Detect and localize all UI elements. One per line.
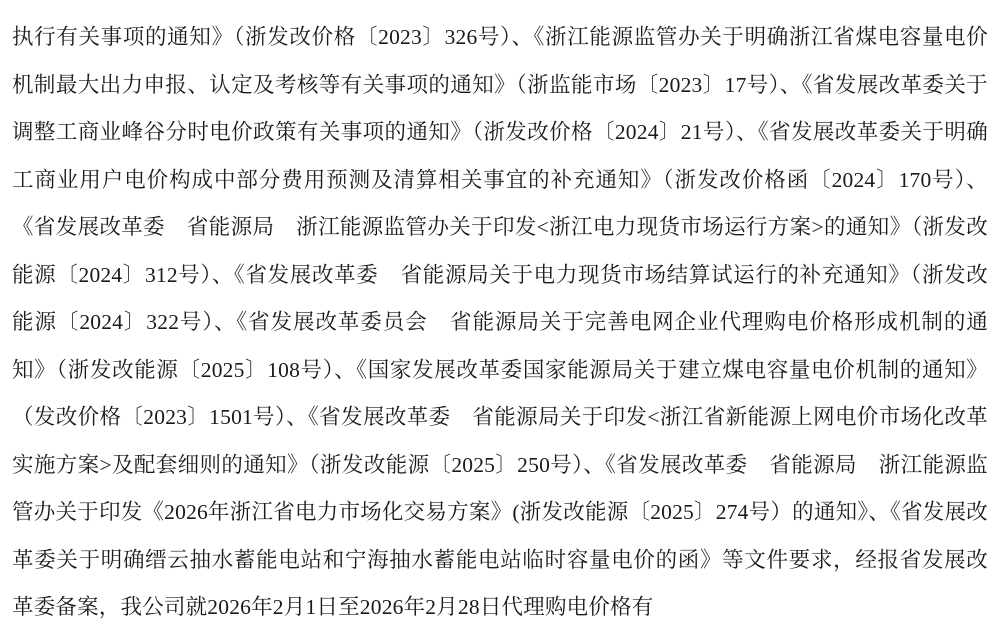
document-body (12, 14, 988, 632)
body-paragraph: 执行有关事项的通知》（浙发改价格〔2023〕326号）、《浙江能源监管办关于明确浙江省煤电容量电价机制最大出力申报、认定及考核等有关事项的通知》（浙监能市场〔2023〕17号）、《省发展改革委关于调整工商业峰谷分时电价政策有关事项的通知》（浙发改价格〔2024〕21号）、《省发展改革委关于明确工商业用户电价构成中部分费用预测及清算相关事宜的补充通知》（浙发改价格函〔2024〕170号）、《省发展改革委 省能源局 浙江能源监管办关于印发<浙江电力现货市场运行方案>的通知》（浙发改能源〔2024〕312号）、《省发展改革委 省能源局关于电力现货市场结算试运行的补充通知》（浙发改能源〔2024〕322号）、《省发展改革委员会 省能源局关于完善电网企业代理购电价格形成机制的通知》（浙发改能源〔2025〕108号）、《国家发展改革委国家能源局关于建立煤电容量电价机制的通知》（发改价格〔2023〕1501号）、《省发展改革委 省能源局关于印发<浙江省新能源上网电价市场化改革实施方案>及配套细则的通知》（浙发改能源〔2025〕250号）、《省发展改革委 省能源局 浙江能源监管办关于印发《2026年浙江省电力市场化交易方案》(浙发改能源〔2025〕274号）的通知》、《省发展改革委关于明确缙云抽水蓄能电站和宁海抽水蓄能电站临时容量电价的函》等文件要求，经报省发展改革委备案，我公司就2026年2月1日至2026年2月28日代理购电价格有 (12, 25, 988, 619)
